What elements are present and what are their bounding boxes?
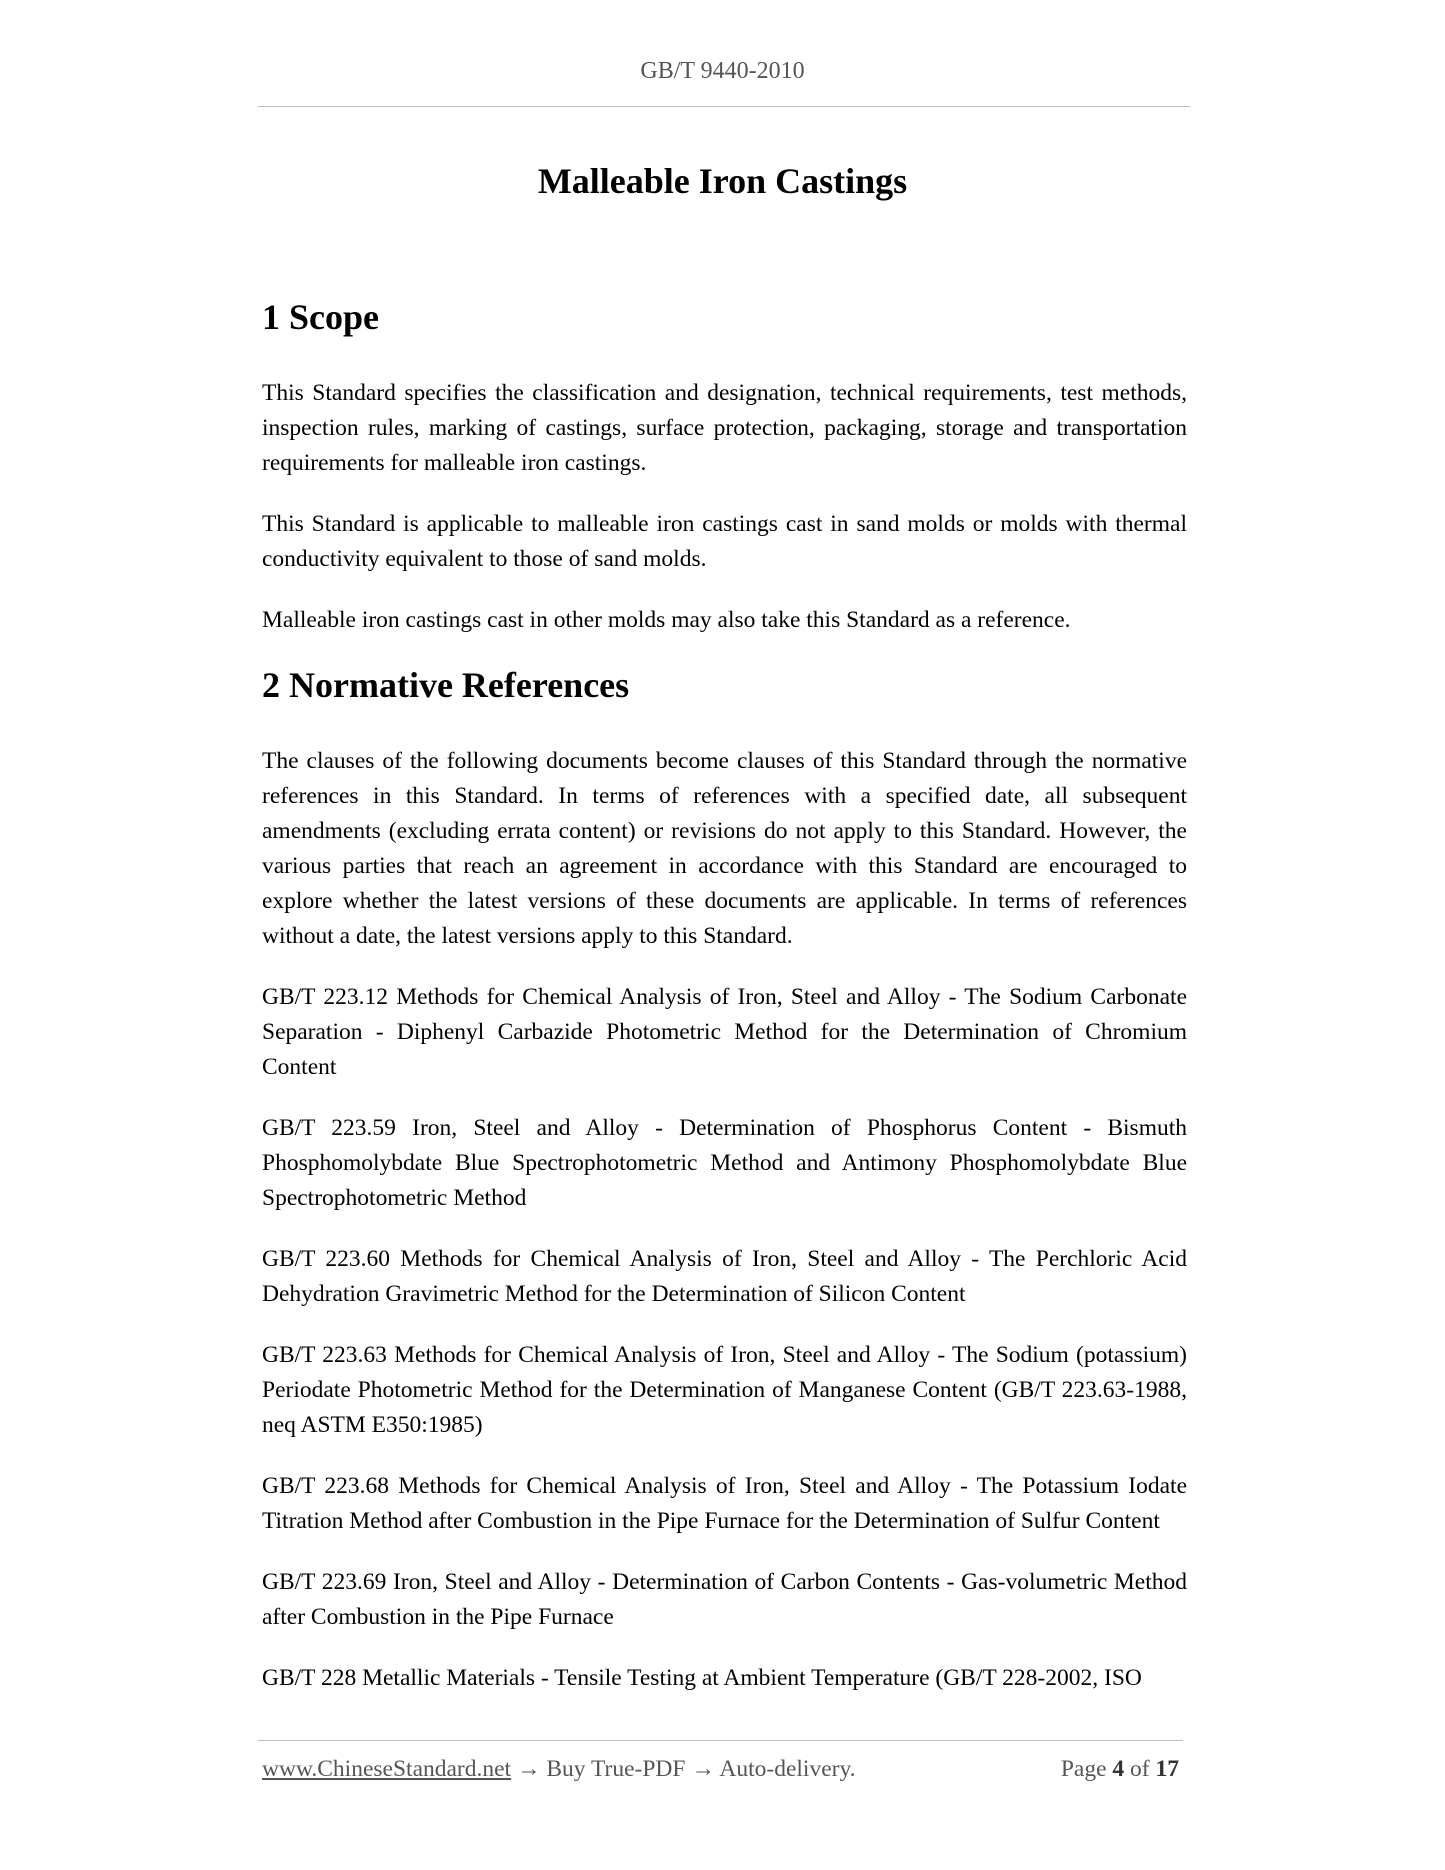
scope-paragraph-2: This Standard is applicable to malleable iron castings cast in sand molds or molds with thermal conductivity equivalent to those of sand molds. bbox=[262, 511, 1187, 572]
reference-item: GB/T 223.12 Methods for Chemical Analysis of Iron, Steel and Alloy - The Sodium Carbonate Separation - Diphenyl Carbazide Photometric Method for the Determination of Chromium Content bbox=[262, 984, 1187, 1080]
header-divider bbox=[258, 106, 1190, 107]
footer-divider bbox=[258, 1740, 1183, 1741]
reference-item: GB/T 223.69 Iron, Steel and Alloy - Determination of Carbon Contents - Gas-volumetric Method after Combustion in the Pipe Furnace bbox=[262, 1569, 1187, 1630]
footer-promo-text: → Buy True-PDF → Auto-delivery. bbox=[511, 1756, 856, 1782]
document-body bbox=[262, 292, 1187, 1696]
reference-item: GB/T 228 Metallic Materials - Tensile Testing at Ambient Temperature (GB/T 228-2002, ISO bbox=[262, 1665, 1142, 1691]
scope-paragraph-3: Malleable iron castings cast in other molds may also take this Standard as a reference. bbox=[262, 607, 1071, 633]
footer-promo bbox=[262, 1756, 856, 1783]
normative-intro-paragraph: The clauses of the following documents become clauses of this Standard through the normative references in this Standard. In terms of references with a specified date, all subsequent amendments (excluding errata content) or revisions do not apply to this Standard. However, the various parties that reach an agreement in accordance with this Standard are encouraged to explore whether the latest versions of these documents are applicable. In terms of references without a date, the latest versions apply to this Standard. bbox=[262, 748, 1187, 949]
section-heading-scope: 1 Scope bbox=[262, 297, 379, 337]
footer-website-link[interactable]: www.ChineseStandard.net bbox=[262, 1756, 512, 1782]
scope-paragraph-1: This Standard specifies the classification and designation, technical requirements, test methods, inspection rules, marking of castings, surface protection, packaging, storage and transportation requirements for malleable iron castings. bbox=[262, 380, 1187, 476]
header-standard-code: GB/T 9440-2010 bbox=[640, 58, 805, 84]
page-current: 4 bbox=[1112, 1756, 1125, 1782]
page-of-label: of bbox=[1130, 1756, 1150, 1782]
page-label: Page bbox=[1060, 1756, 1107, 1782]
page-indicator bbox=[1061, 1756, 1179, 1783]
reference-item: GB/T 223.60 Methods for Chemical Analysis of Iron, Steel and Alloy - The Perchloric Acid Dehydration Gravimetric Method for the Determination of Silicon Content bbox=[262, 1246, 1187, 1307]
reference-item: GB/T 223.68 Methods for Chemical Analysis of Iron, Steel and Alloy - The Potassium Iodate Titration Method after Combustion in the Pipe Furnace for the Determination of Sulfur Content bbox=[262, 1473, 1187, 1534]
page-total: 17 bbox=[1155, 1756, 1179, 1782]
reference-item: GB/T 223.59 Iron, Steel and Alloy - Determination of Phosphorus Content - Bismuth Phosphomolybdate Blue Spectrophotometric Method and Antimony Phosphomolybdate Blue Spectrophotometric Method bbox=[262, 1115, 1187, 1211]
reference-item: GB/T 223.63 Methods for Chemical Analysis of Iron, Steel and Alloy - The Sodium (potassium) Periodate Photometric Method for the Determination of Manganese Content (GB/T 223.63-1988, neq ASTM E350:1985) bbox=[262, 1342, 1187, 1438]
section-heading-normative-references: 2 Normative References bbox=[262, 665, 630, 705]
document-title: Malleable Iron Castings bbox=[537, 161, 908, 201]
